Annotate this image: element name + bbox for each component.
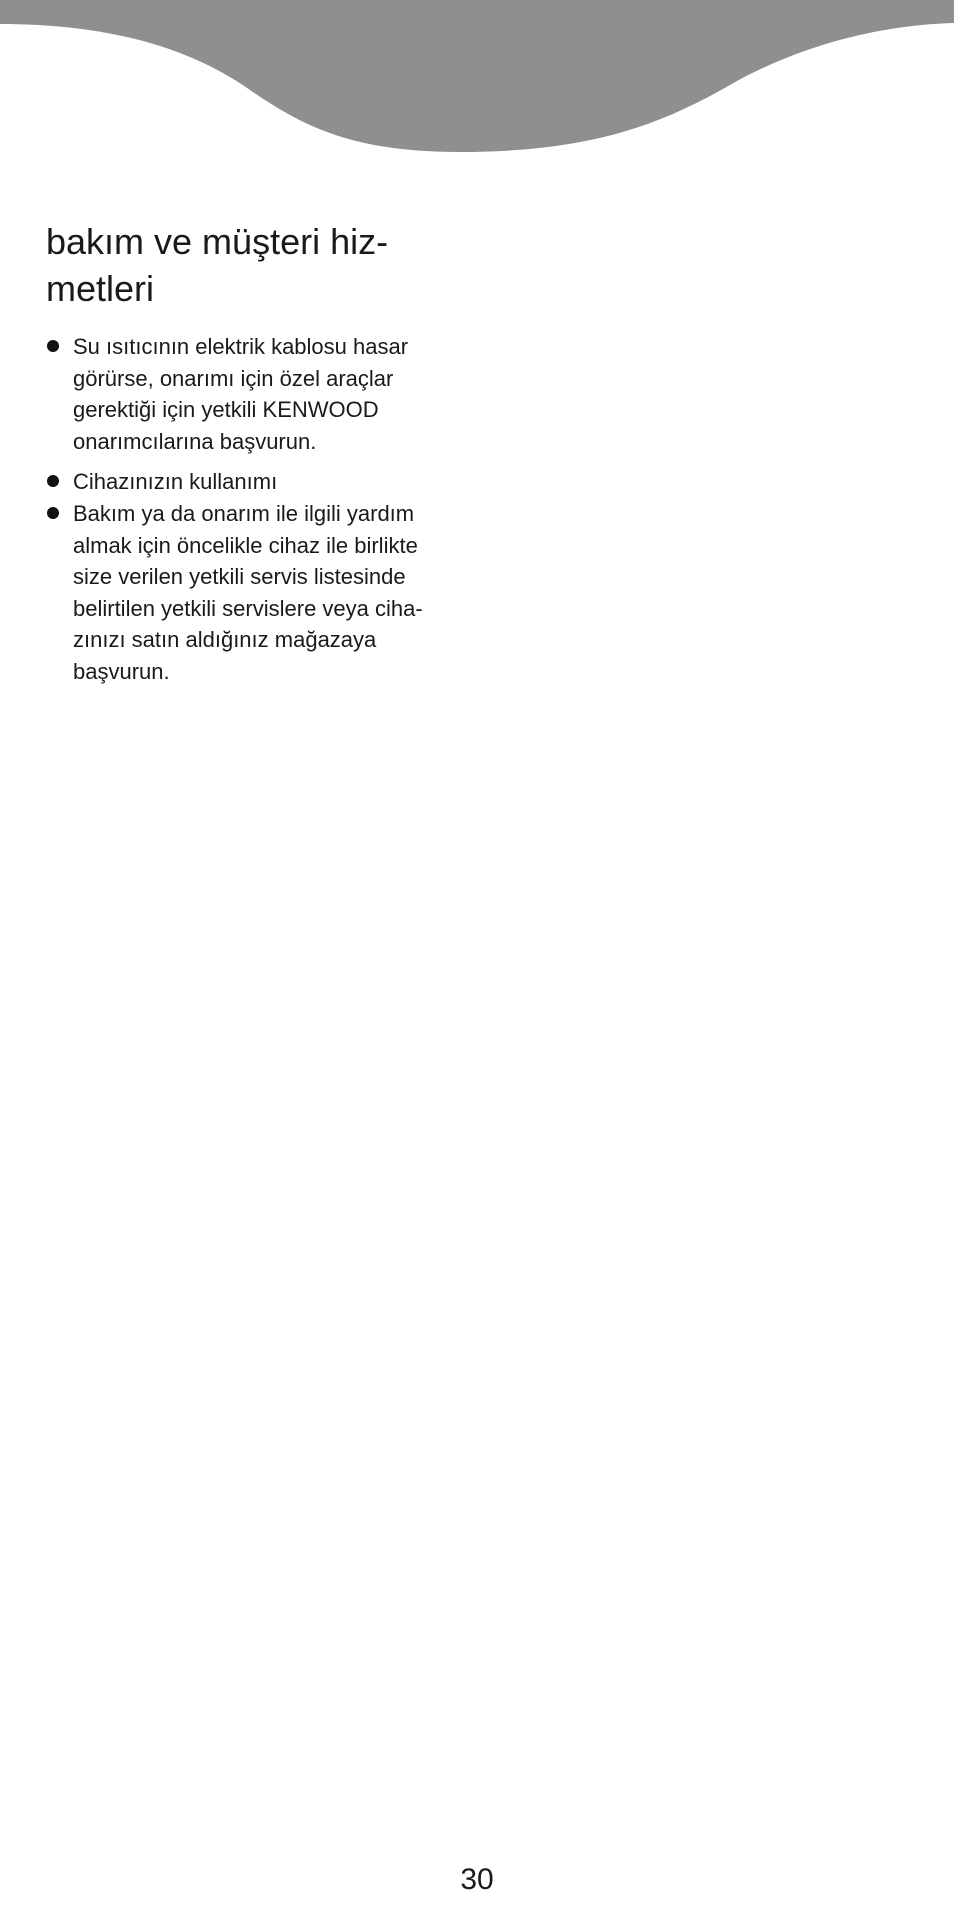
bullet-item-power-cord <box>46 331 486 457</box>
bullet-dot-icon <box>47 507 59 519</box>
header-wave-shape <box>0 0 954 152</box>
header-wave-band <box>0 0 954 160</box>
bullet-text-line: belirtilen yetkili servislere veya ciha- <box>73 595 423 621</box>
bullet-text-line: başvurun. <box>73 658 170 684</box>
bullet-text-line: Cihazınızın kullanımı <box>73 469 278 495</box>
bullet-item-service-help <box>46 498 486 688</box>
bullet-dot-icon <box>47 340 59 352</box>
bullet-dot-icon <box>47 475 59 487</box>
section-title-line-2: metleri <box>46 268 155 309</box>
bullet-text-line: görürse, onarımı için özel araçlar <box>73 365 394 391</box>
bullet-item-usage <box>46 466 486 498</box>
bullet-text-line: size verilen yetkili servis listesinde <box>73 564 406 590</box>
bullet-text-line: onarımcılarına başvurun. <box>73 428 317 454</box>
section-title-line-1: bakım ve müşteri hiz- <box>46 221 389 262</box>
bullet-text-line: almak için öncelikle cihaz ile birlikte <box>73 532 418 558</box>
bullet-text-line: gerektiği için yetkili KENWOOD <box>73 397 379 423</box>
bullet-text-line: Su ısıtıcının elektrik kablosu hasar <box>73 334 409 359</box>
service-bullet-list <box>46 331 486 688</box>
bullet-text-line: Bakım ya da onarım ile ilgili yardım <box>73 500 415 526</box>
bullet-text-line: zınızı satın aldığınız mağazaya <box>73 627 377 653</box>
page-number: 30 <box>460 1863 494 1896</box>
section-title <box>46 218 446 312</box>
